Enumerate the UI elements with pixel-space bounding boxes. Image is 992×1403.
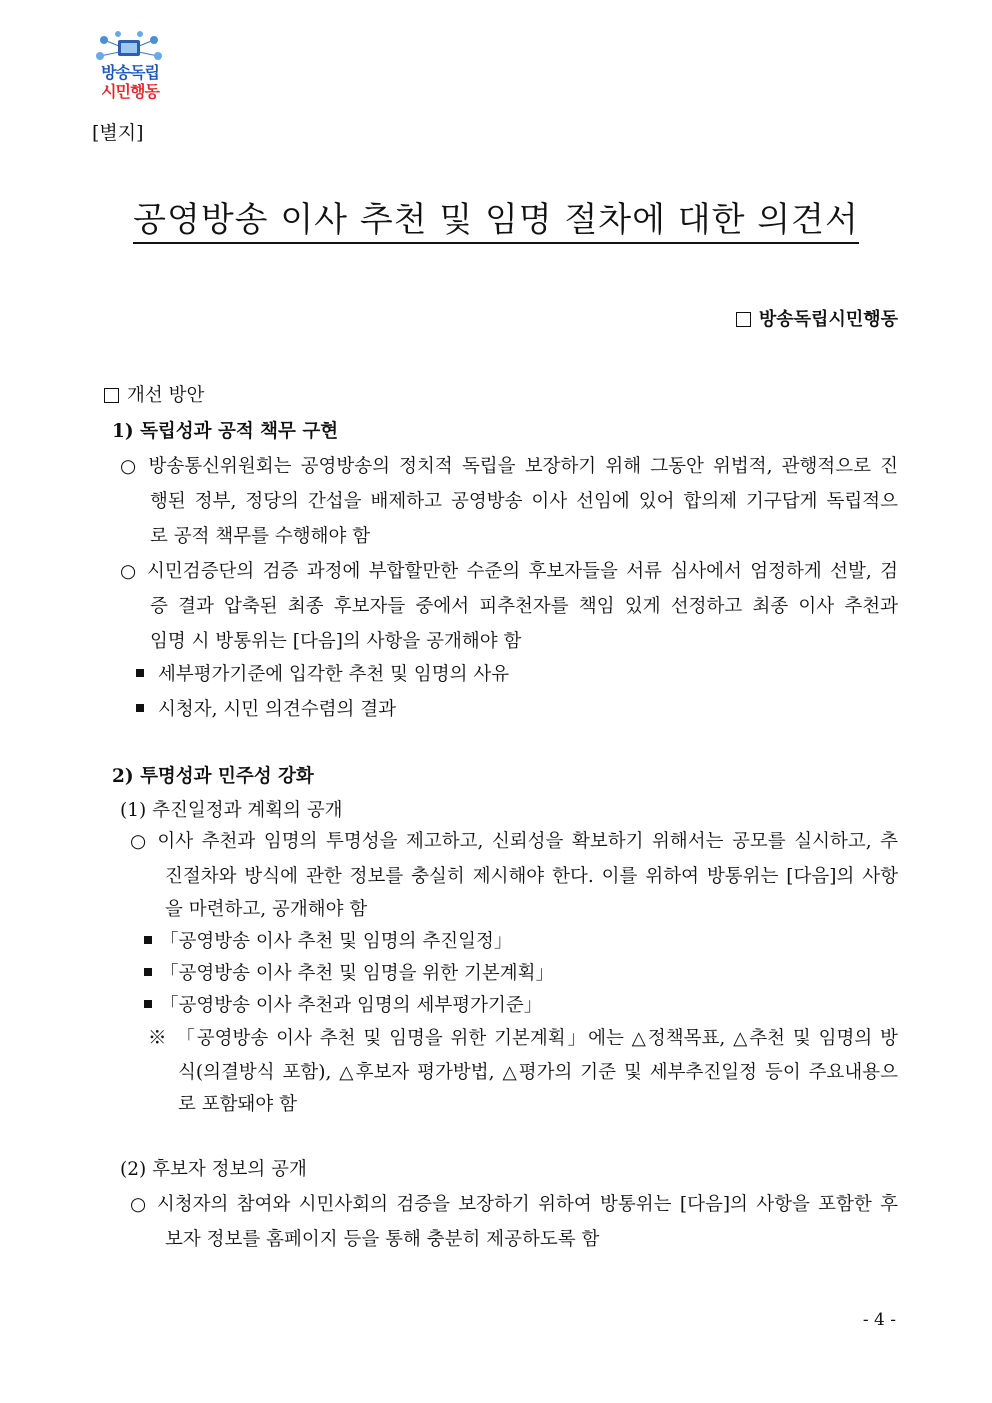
- s2-sub1-heading: (1) 추진일정과 계획의 공개: [120, 800, 343, 821]
- s2-note-line3: 로 포함돼야 함: [178, 1094, 297, 1115]
- logo-line1: 방송독립: [101, 63, 159, 82]
- s1-bullet-1: 세부평가기준에 입각한 추천 및 임명의 사유: [136, 663, 509, 687]
- section-main-heading: 개선 방안: [104, 384, 204, 408]
- s2-sub1-p-line3: 을 마련하고, 공개해야 함: [165, 899, 368, 920]
- square-bullet-icon: [136, 669, 144, 677]
- s2-bullet-3: 「공영방송 이사 추천과 임명의 세부평가기준」: [144, 994, 542, 1018]
- checkbox-square-icon: [736, 312, 751, 327]
- logo-line2: 시민행동: [101, 82, 159, 101]
- s2-sub1-p-line2: 진절차와 방식에 관한 정보를 충실히 제시해야 한다. 이를 위하여 방통위는 [다음]의 사항: [165, 866, 898, 887]
- checkbox-square-icon: [104, 388, 119, 403]
- s2-bullet-2: 「공영방송 이사 추천 및 임명을 위한 기본계획」: [144, 962, 554, 986]
- s1-p1-line3: 로 공적 책무를 수행해야 함: [150, 526, 371, 547]
- square-bullet-icon: [144, 1000, 152, 1008]
- s2-sub2-p-line2: 보자 정보를 홈페이지 등을 통해 충분히 제공하도록 함: [165, 1229, 600, 1250]
- document-title-wrap: [0, 192, 992, 241]
- s2-sub2-p-line1: ○ 시청자의 참여와 시민사회의 검증을 보장하기 위하여 방통위는 [다음]의 사항을 포함한 후: [130, 1194, 898, 1215]
- square-bullet-icon: [144, 968, 152, 976]
- s1-bullet-2: 시청자, 시민 의견수렴의 결과: [136, 698, 396, 722]
- author-line: [736, 305, 898, 331]
- s1-p2-line2: 증 결과 압축된 최종 후보자들 중에서 피추천자를 책임 있게 선정하고 최종 이사 추천과: [150, 596, 898, 617]
- s1-p1-line1: ○ 방송통신위원회는 공영방송의 정치적 독립을 보장하기 위해 그동안 위법적, 관행적으로 진: [120, 456, 898, 477]
- author-name: 방송독립시민행동: [758, 309, 898, 330]
- s2-sub2-heading: (2) 후보자 정보의 공개: [120, 1159, 307, 1180]
- s1-p2-line1: ○ 시민검증단의 검증 과정에 부합할만한 수준의 후보자들을 서류 심사에서 엄정하게 선발, 검: [120, 561, 898, 582]
- s2-bullet-1: 「공영방송 이사 추천 및 임명의 추진일정」: [144, 930, 512, 954]
- s2-heading: 2) 투명성과 민주성 강화: [112, 766, 314, 787]
- s1-p2-line3: 임명 시 방통위는 [다음]의 사항을 공개해야 함: [150, 631, 522, 652]
- s2-sub1-p-line1: ○ 이사 추천과 임명의 투명성을 제고하고, 신뢰성을 확보하기 위해서는 공모를 실시하고, 추: [130, 831, 898, 852]
- page-number: - 4 -: [862, 1310, 896, 1330]
- logo-text: [90, 63, 170, 101]
- attachment-label: [별지]: [92, 122, 144, 144]
- square-bullet-icon: [144, 936, 152, 944]
- s2-note-line2: 식(의결방식 포함), △후보자 평가방법, △평가의 기준 및 세부추진일정 등이 주요내용으: [178, 1062, 898, 1083]
- s1-p1-line2: 행된 정부, 정당의 간섭을 배제하고 공영방송 이사 선임에 있어 합의제 기구답게 독립적으: [150, 491, 898, 512]
- square-bullet-icon: [136, 704, 144, 712]
- s2-note-line1: ※ 「공영방송 이사 추천 및 임명을 위한 기본계획」에는 △정책목표, △추천 및 임명의 방: [148, 1028, 898, 1049]
- document-title: 공영방송 이사 추천 및 임명 절차에 대한 의견서: [133, 200, 859, 244]
- s1-heading: 1) 독립성과 공적 책무 구현: [112, 421, 339, 442]
